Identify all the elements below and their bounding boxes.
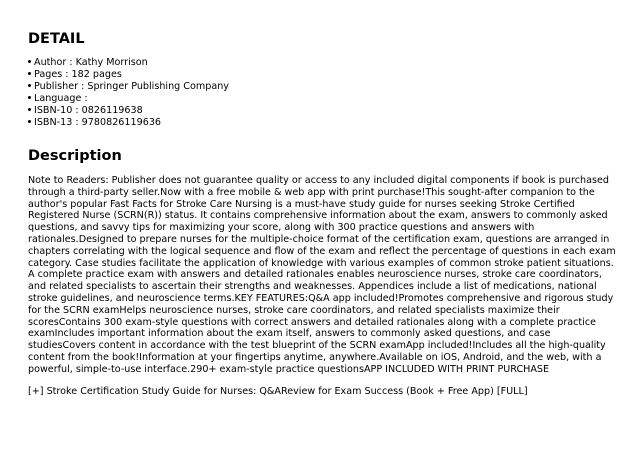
detail-item-text: Language : (34, 93, 88, 104)
detail-item-text: Pages : 182 pages (34, 69, 122, 80)
bullet-icon (28, 96, 31, 99)
detail-item-author (28, 57, 614, 69)
detail-list (28, 57, 614, 129)
detail-item-isbn13 (28, 117, 614, 129)
bullet-icon (28, 72, 31, 75)
detail-item-text: ISBN-10 : 0826119638 (34, 105, 143, 116)
detail-item-text: Publisher : Springer Publishing Company (34, 81, 229, 92)
description-heading: Description (28, 148, 122, 164)
description-text: Note to Readers: Publisher does not guarantee quality or access to any included digital components if book is purchased through a third-party seller.Now with a free mobile & web app with print purchase!This sought-after companion to the author's popular Fast Facts for Stroke Care Nursing is a must-have study guide for nurses seeking Stroke Certified Registered Nurse (SCRN(R)) status. It contains comprehensive information about the exam, answers to commonly asked questions, and savvy tips for maximizing your score, along with 300 practice questions and answers with rationales.Designed to prepare nurses for the multiple-choice format of the certification exam, questions are arranged in chapters correlating with the logical sequence and flow of the exam and reflect the percentage of questions in each exam category. Case studies facilitate the application of knowledge with various examples of common stroke patient situations. A complete practice exam with answers and detailed rationales enables neuroscience nurses, stroke care coordinators, and related specialists to ascertain their strengths and weaknesses. Appendices include a list of medications, national stroke guidelines, and neuroscience terms.KEY FEATURES:Q&A app included!Promotes comprehensive and rigorous study for the SCRN examHelps neuroscience nurses, stroke care coordinators, and related specialists maximize their scoresContains 300 exam-style questions with correct answers and detailed rationales along with a complete practice examIncludes important information about the exam itself, answers to commonly asked questions, and case studiesCovers content in accordance with the test blueprint of the SCRN examApp included!Includes all the high-quality content from the book!Information at your fingertips anytime, anywhere.Available on iOS, Android, and the web, with a powerful, simple-to-use interface.290+ exam-style practice questionsAPP INCLUDED WITH PRINT PURCHASE (28, 175, 616, 375)
book-link[interactable]: [+] Stroke Certification Study Guide for Nurses: Q&AReview for Exam Success (Book + Free App) [FULL] (28, 385, 528, 397)
bullet-icon (28, 60, 31, 63)
detail-item-isbn10 (28, 105, 614, 117)
detail-item-publisher (28, 81, 614, 93)
detail-item-language (28, 93, 614, 105)
detail-item-text: Author : Kathy Morrison (34, 57, 148, 68)
detail-item-pages (28, 69, 614, 81)
detail-item-text: ISBN-13 : 9780826119636 (34, 117, 162, 128)
bullet-icon (28, 84, 31, 87)
bullet-icon (28, 108, 31, 111)
bullet-icon (28, 120, 31, 123)
detail-heading: DETAIL (28, 31, 85, 47)
